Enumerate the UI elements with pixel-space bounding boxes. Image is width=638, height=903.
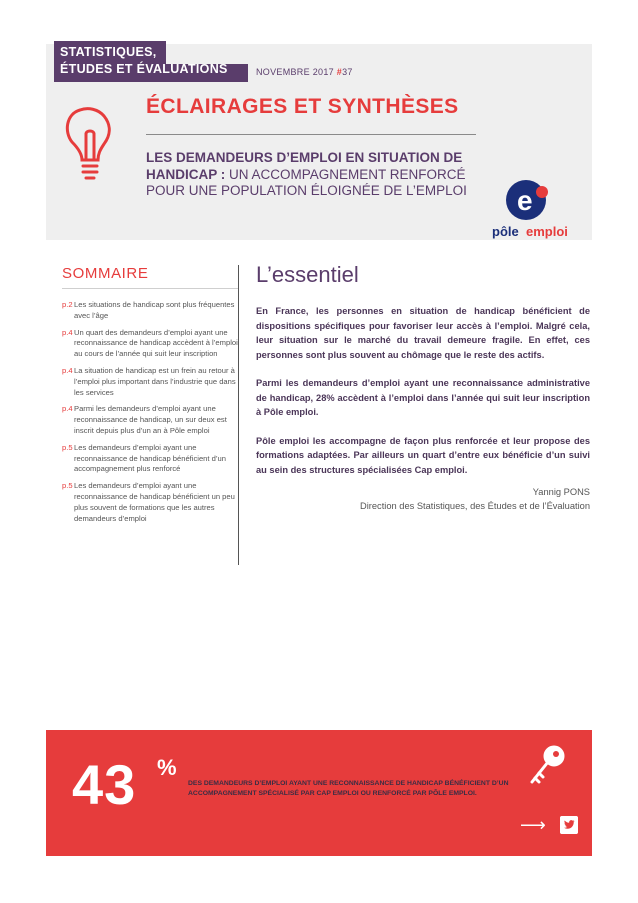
toc-page: p.5	[62, 481, 73, 491]
toc-text: La situation de handicap est un frein au retour à l’emploi plus important dans l’industrie que dans les services	[74, 365, 236, 397]
signature-name: Yannig PONS	[532, 487, 590, 497]
series-label	[60, 44, 228, 78]
series-line-2: ÉTUDES ET ÉVALUATIONS	[60, 62, 228, 76]
key-icon	[526, 744, 566, 788]
logo-text-b: emploi	[526, 224, 568, 239]
toc-text: Les demandeurs d’emploi ayant une reconnaissance de handicap bénéficient d’un accompagnement plus renforcé	[74, 442, 226, 474]
toc-page: p.5	[62, 442, 73, 452]
toc-text: Parmi les demandeurs d’emploi ayant une reconnaissance de handicap, un sur deux est inscrit depuis plus d’un an à Pôle emploi	[74, 404, 227, 435]
toc-item[interactable]	[62, 404, 238, 436]
page-subtitle	[146, 150, 486, 200]
page-title: ÉCLAIRAGES ET SYNTHÈSES	[146, 95, 459, 118]
toc-page: p.2	[62, 300, 73, 309]
essentiel-title: L’essentiel	[256, 262, 359, 287]
table-of-contents	[62, 300, 238, 530]
date: NOVEMBRE 2017	[256, 67, 334, 77]
essentiel-paragraph: Pôle emploi les accompagne de façon plus renforcée et leur propose des formations adaptées. Par ailleurs un quart d’entre eux bénéficie d’un suivi au sein des structures spécialisées Cap emploi.	[256, 435, 590, 475]
highlight-number: 43	[72, 753, 137, 816]
lightbulb-icon	[58, 104, 120, 184]
essentiel-paragraph: En France, les personnes en situation de handicap bénéficient de dispositions spécifiques pour favoriser leur accès à l’emploi. Malgré cela, leur situation sur le marché du travail demeure fragile. En effet, ces personnes sont plus souvent au chômage que le reste des actifs.	[256, 306, 590, 360]
series-line-1: STATISTIQUES,	[60, 45, 157, 59]
arrow-right-icon: ⟶	[520, 815, 546, 835]
toc-text: Les situations de handicap sont plus fréquentes avec l’âge	[74, 300, 235, 320]
toc-text: Les demandeurs d’emploi ayant une reconnaissance de handicap bénéficient un peu plus souvent de formations que les autres demandeurs d’emploi	[74, 481, 235, 523]
toc-item[interactable]	[62, 481, 238, 524]
toc-item[interactable]	[62, 366, 238, 398]
logo-letter: e	[517, 185, 533, 216]
twitter-icon[interactable]	[560, 816, 578, 834]
highlight-text: DES DEMANDEURS D’EMPLOI AYANT UNE RECONNAISSANCE DE HANDICAP BÉNÉFICIENT D’UN ACCOMPAGNEMENT SPÉCIALISÉ PAR CAP EMPLOI OU RENFORCÉ PAR PÔLE EMPLOI.	[188, 780, 509, 797]
essentiel-body	[256, 304, 590, 491]
toc-item[interactable]	[62, 443, 238, 475]
toc-item[interactable]	[62, 328, 238, 360]
essentiel-paragraph: Parmi les demandeurs d’emploi ayant une reconnaissance administrative de handicap, 28% accèdent à l’emploi dans l’année qui suit leur inscription à Pôle emploi.	[256, 378, 590, 417]
signature	[256, 485, 590, 513]
toc-page: p.4	[62, 327, 73, 337]
issue-hash: #	[336, 67, 343, 77]
signature-role: Direction des Statistiques, des Études et de l’Évaluation	[360, 501, 590, 511]
highlight-unit: %	[157, 755, 177, 780]
toc-page: p.4	[62, 365, 73, 375]
toc-item[interactable]	[62, 300, 238, 322]
subtitle-rest: UN ACCOMPAGNEMENT RENFORCÉ POUR UNE POPULATION ÉLOIGNÉE DE L’EMPLOI	[146, 166, 467, 198]
sommaire-title: SOMMAIRE	[62, 265, 149, 282]
issue-number: 37	[342, 67, 353, 77]
column-divider	[238, 265, 239, 565]
title-divider	[146, 134, 476, 135]
sommaire-divider	[62, 288, 238, 289]
pole-emploi-logo	[484, 178, 584, 242]
logo-text-a: pôle	[492, 224, 519, 239]
toc-text: Un quart des demandeurs d’emploi ayant une reconnaissance de handicap accèdent à l’emploi au cours de l’année qui suit leur inscription	[74, 327, 238, 359]
issue-date	[256, 67, 353, 77]
subtitle-bold: LES DEMANDEURS D’EMPLOI EN SITUATION DE HANDICAP :	[146, 150, 463, 182]
toc-page: p.4	[62, 404, 73, 414]
